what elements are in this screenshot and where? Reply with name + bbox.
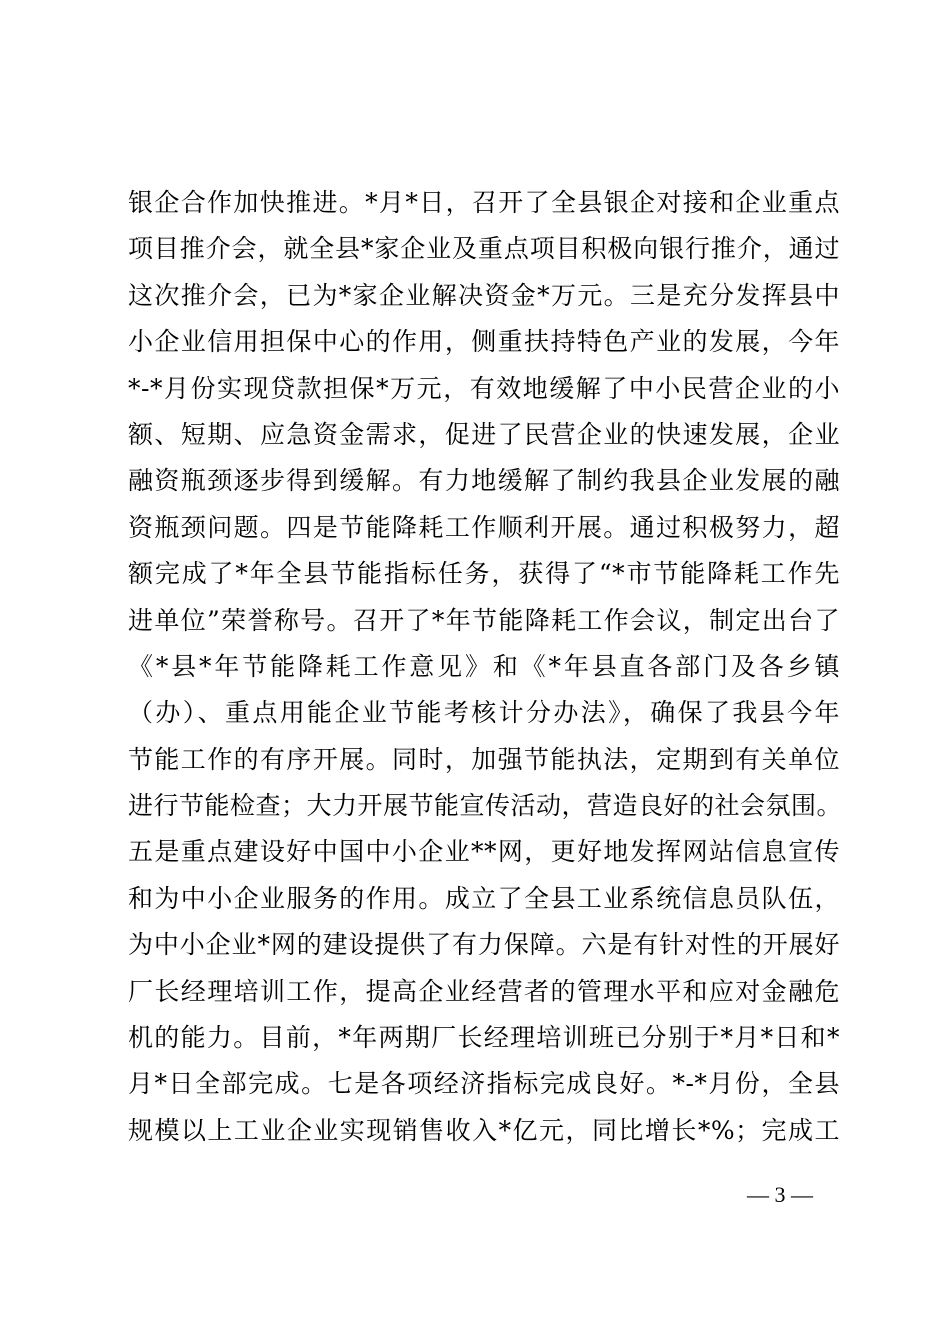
text-line: 《*县*年节能降耗工作意见》和《*年县直各部门及各乡镇 [128, 651, 840, 681]
page-number: — 3 — [747, 1182, 813, 1207]
text-line: 项目推介会，就全县*家企业及重点项目积极向银行推介，通过 [128, 234, 840, 264]
text-line: 融资瓶颈逐步得到缓解。有力地缓解了制约我县企业发展的融 [128, 466, 840, 496]
text-line: 小企业信用担保中心的作用，侧重扶持特色产业的发展，今年 [128, 327, 840, 357]
text-line: 进单位”荣誉称号。召开了*年节能降耗工作会议，制定出台了 [128, 605, 840, 635]
text-line: 月*日全部完成。七是各项经济指标完成良好。*-*月份，全县 [128, 1069, 840, 1099]
text-line: *-*月份实现贷款担保*万元，有效地缓解了中小民营企业的小 [128, 373, 840, 403]
text-line: 节能工作的有序开展。同时，加强节能执法，定期到有关单位 [128, 744, 840, 774]
text-line: 机的能力。目前，*年两期厂长经理培训班已分别于*月*日和* [128, 1023, 840, 1053]
text-line: 和为中小企业服务的作用。成立了全县工业系统信息员队伍， [128, 883, 840, 913]
text-line: 额完成了*年全县节能指标任务，获得了“*市节能降耗工作先 [128, 559, 840, 589]
text-line: 五是重点建设好中国中小企业**网，更好地发挥网站信息宣传 [128, 837, 840, 867]
text-line: 为中小企业*网的建设提供了有力保障。六是有针对性的开展好 [128, 930, 840, 960]
text-line: （办）、重点用能企业节能考核计分办法》，确保了我县今年 [128, 698, 840, 728]
text-line: 额、短期、应急资金需求，促进了民营企业的快速发展，企业 [128, 419, 840, 449]
text-line: 厂长经理培训工作，提高企业经营者的管理水平和应对金融危 [128, 976, 840, 1006]
text-line: 这次推介会，已为*家企业解决资金*万元。三是充分发挥县中 [128, 280, 840, 310]
text-line: 资瓶颈问题。四是节能降耗工作顺利开展。通过积极努力，超 [128, 512, 840, 542]
body-text [128, 180, 843, 1154]
text-line: 银企合作加快推进。*月*日，召开了全县银企对接和企业重点 [128, 188, 840, 217]
text-line: 规模以上工业企业实现销售收入*亿元，同比增长*%；完成工 [128, 1115, 840, 1145]
text-line: 进行节能检查；大力开展节能宣传活动，营造良好的社会氛围。 [128, 791, 843, 821]
